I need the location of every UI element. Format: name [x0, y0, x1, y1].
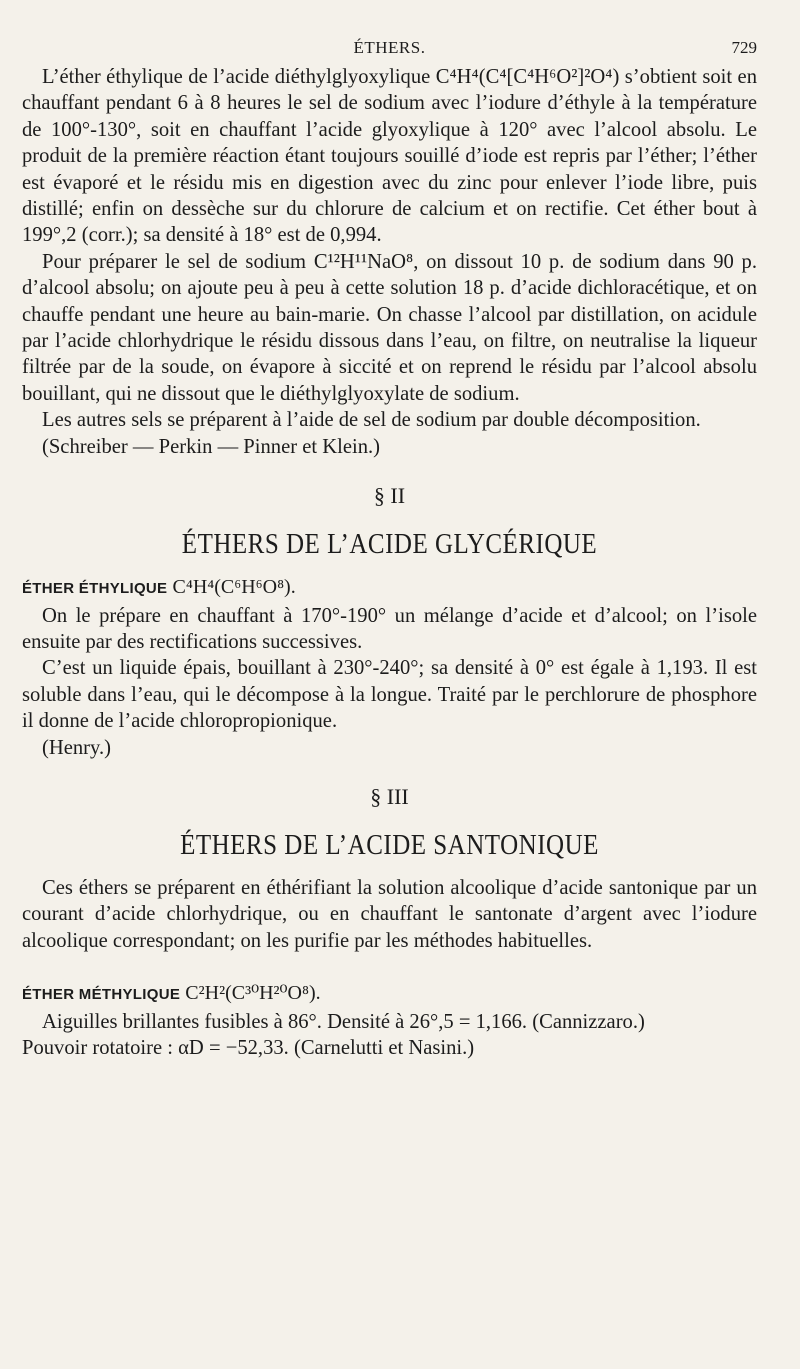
citation-henry: (Henry.) — [42, 736, 111, 759]
entry-heading-ethyl-ether — [22, 574, 757, 602]
section-number-2: § II — [373, 483, 406, 509]
formula-methyl-ether: C²H²(C³⁰H²⁰O⁸). — [185, 982, 321, 1005]
running-title: ÉTHERS. — [353, 38, 426, 57]
paragraph-glyceric-preparation: On le prépare en chauffant à 170°-190° un mélange d’acide et d’alcool; on l’isole ensuite par des rectifications successives. — [22, 604, 757, 653]
page-body — [22, 64, 757, 1061]
line-methyl-rotation: Pouvoir rotatoire : αD = −52,33. (Carnelutti et Nasini.) — [22, 1036, 475, 1059]
citation-schreiber: (Schreiber — Perkin — Pinner et Klein.) — [42, 435, 380, 458]
entry-heading-methyl-ether — [22, 980, 757, 1008]
section-title-santonic: ÉTHERS DE L’ACIDE SANTONIQUE — [180, 829, 599, 861]
paragraph-glyceric-properties: C’est un liquide épais, bouillant à 230°-240°; sa densité à 0° est égale à 1,193. Il est soluble dans l’eau, qui le décompose à la longue. Traité par le perchlorure de phosphore il donne de l’acide chloropropionique. — [22, 657, 757, 733]
subhead-ethyl-ether: ÉTHER ÉTHYLIQUE — [22, 580, 168, 598]
section-title-glyceric: ÉTHERS DE L’ACIDE GLYCÉRIQUE — [181, 528, 598, 561]
page-header — [22, 38, 757, 62]
formula-ethyl-ether: C⁴H⁴(C⁶H⁶O⁸). — [172, 576, 296, 599]
page-number: 729 — [731, 38, 757, 57]
paragraph-sodium-salt: Pour préparer le sel de sodium C¹²H¹¹NaO⁸, on dissout 10 p. de sodium dans 90 p. d’alcool absolu; on ajoute peu à peu à cette solution 18 p. d’acide dichloracétique, et on chauffe pendant une heure au bain-marie. On chasse l’alcool par distillation, on acidule par l’acide chlorhydrique le résidu dissous dans l’eau, on filtre, on neutralise la liqueur filtrée par de la soude, on évapore à siccité et on reprend le résidu par l’alcool absolu bouillant, qui ne dissout que le diéthylglyoxylate de sodium. — [22, 250, 757, 405]
line-methyl-crystals: Aiguilles brillantes fusibles à 86°. Densité à 26°,5 = 1,166. (Cannizzaro.) — [42, 1010, 645, 1033]
paragraph-diethylglyoxylic-ether: L’éther éthylique de l’acide diéthylglyoxylique C⁴H⁴(C⁴[C⁴H⁶O²]²O⁴) s’obtient soit en chauffant pendant 6 à 8 heures le sel de sodium avec l’iodure d’éthyle à la température de 100°-130°, soit en chauffant l’acide glyoxylique à 120° avec l’alcool absolu. Le produit de la première réaction étant toujours souillé d’iode est repris par l’éther; l’éther est évaporé et le résidu mis en digestion avec du zinc pour enlever l’iode libre, puis distillé; enfin on dessèche sur du chlorure de calcium et on rectifie. Cet éther bout à 199°,2 (corr.); sa densité à 18° est de 0,994. — [22, 66, 757, 247]
paragraph-santonic-intro: Ces éthers se préparent en éthérifiant la solution alcoolique d’acide santonique par un courant d’acide chlorhydrique, ou en chauffant le santonate d’argent avec l’iodure alcoolique correspondant; on les purifie par les méthodes habituelles. — [22, 876, 757, 952]
section-number-3: § III — [370, 783, 409, 809]
paragraph-other-salts: Les autres sels se préparent à l’aide de sel de sodium par double décomposition. — [42, 409, 701, 432]
subhead-methyl-ether: ÉTHER MÉTHYLIQUE — [22, 986, 181, 1004]
